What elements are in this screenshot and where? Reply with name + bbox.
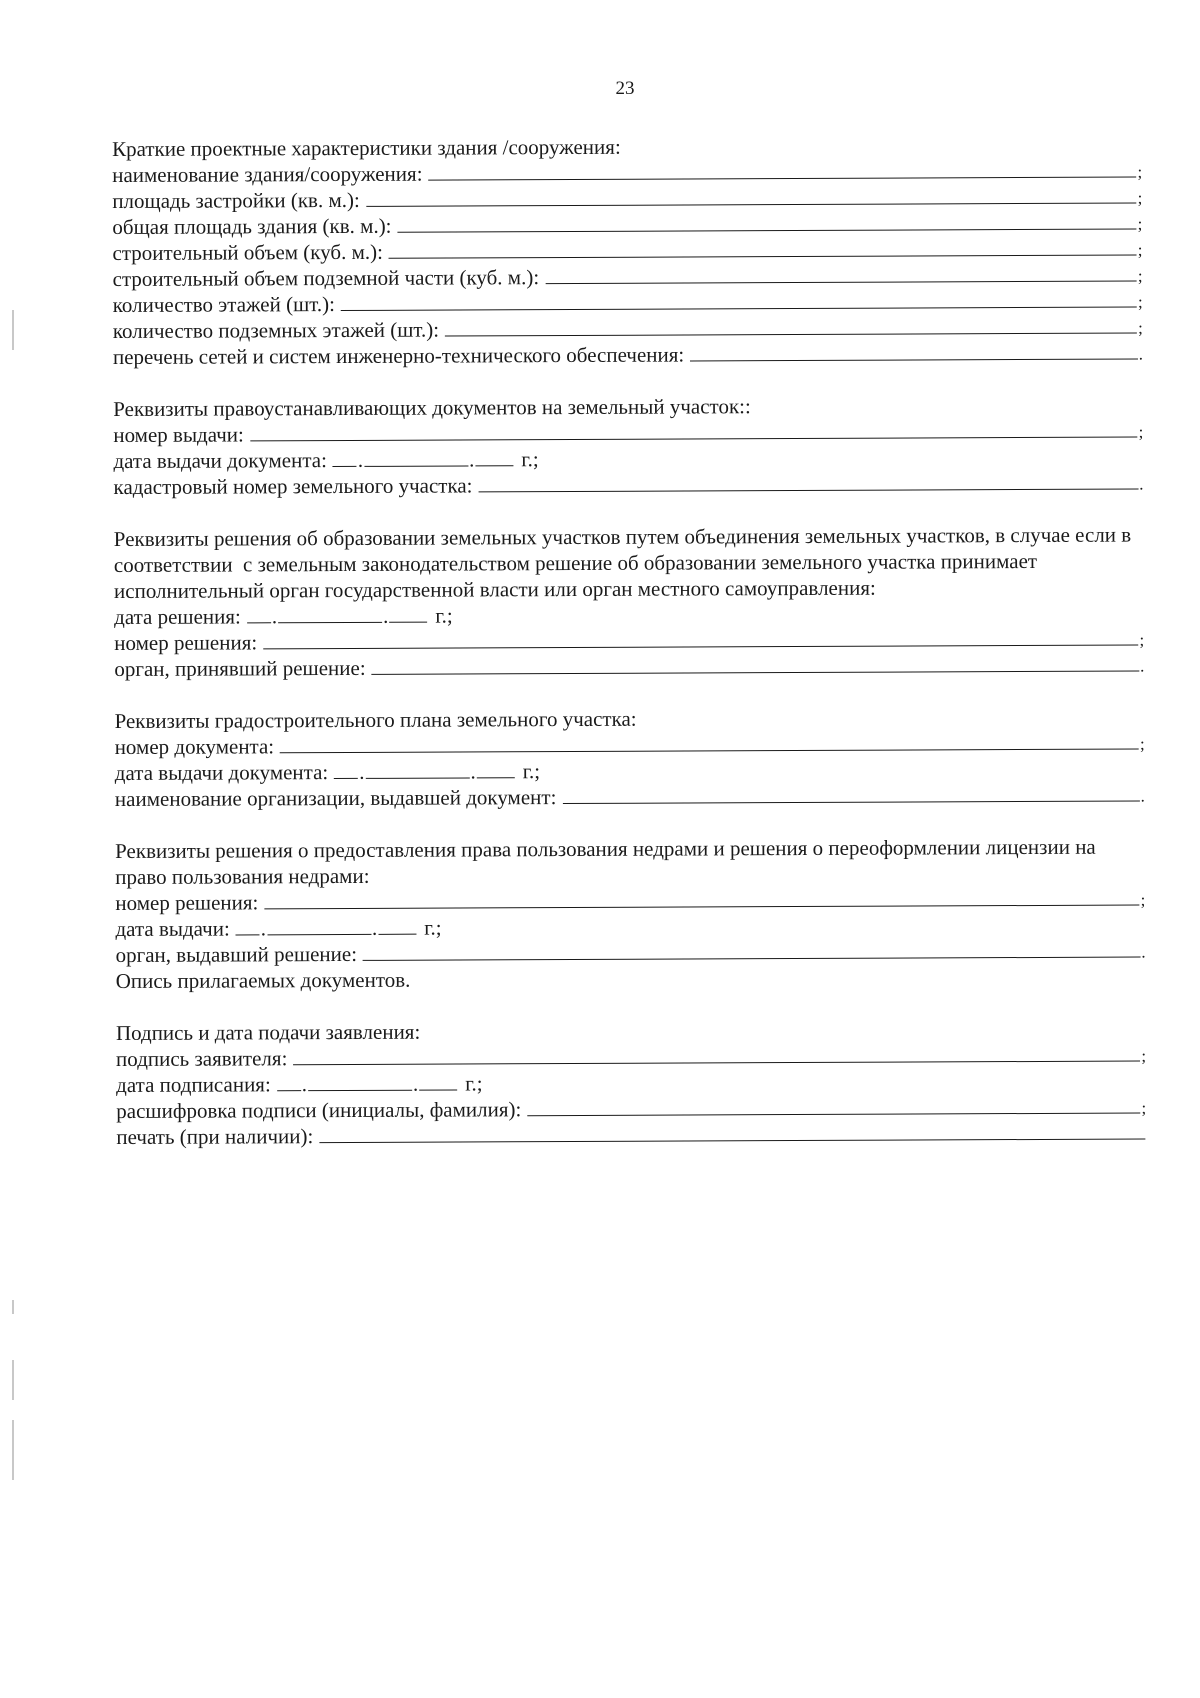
margin-scan-mark bbox=[12, 1420, 14, 1480]
section-building bbox=[112, 132, 1143, 370]
fill-in-line[interactable] bbox=[372, 653, 1140, 675]
date-day-blank[interactable] bbox=[236, 916, 260, 935]
fill-in-line[interactable] bbox=[527, 1095, 1140, 1117]
page-number: 23 bbox=[615, 78, 635, 99]
date-month-blank[interactable] bbox=[308, 1072, 412, 1091]
field-label: дата выдачи: bbox=[115, 916, 230, 941]
field-label: печать (при наличии): bbox=[116, 1124, 314, 1149]
date-day-blank[interactable] bbox=[247, 604, 271, 623]
date-suffix: г.; bbox=[435, 603, 453, 628]
date-month-blank[interactable] bbox=[267, 916, 371, 935]
field-label: расшифровка подписи (инициалы, фамилия): bbox=[116, 1097, 522, 1123]
field-label: перечень сетей и систем инженерно-технического обеспечения: bbox=[112, 342, 685, 369]
line-end-punctuation: . bbox=[1141, 942, 1146, 962]
date-separator: . bbox=[371, 915, 378, 940]
section-urban-plan bbox=[114, 704, 1144, 812]
date-separator: . bbox=[271, 604, 278, 629]
date-year-blank[interactable] bbox=[419, 1072, 457, 1091]
fill-in-line[interactable] bbox=[428, 159, 1136, 181]
field-label: общая площадь здания (кв. м.): bbox=[112, 213, 392, 239]
section-heading: Подпись и дата подачи заявления: bbox=[115, 1019, 421, 1045]
section-heading: Краткие проектные характеристики здания /сооружения: bbox=[112, 134, 621, 161]
field-label: номер документа: bbox=[114, 734, 275, 759]
line-end-punctuation: ; bbox=[1137, 266, 1143, 286]
section-subsoil bbox=[115, 833, 1146, 993]
date-suffix: г.; bbox=[521, 447, 539, 472]
fill-in-line[interactable] bbox=[397, 211, 1136, 233]
field-label: дата решения: bbox=[114, 604, 241, 629]
margin-scan-mark bbox=[12, 1360, 14, 1400]
date-day-blank[interactable] bbox=[277, 1072, 301, 1091]
line-end-punctuation: ; bbox=[1137, 214, 1143, 234]
fill-in-line[interactable] bbox=[293, 1043, 1140, 1066]
date-year-blank[interactable] bbox=[475, 447, 513, 466]
date-day-blank[interactable] bbox=[334, 760, 358, 779]
field-label: строительный объем (куб. м.): bbox=[112, 239, 383, 265]
date-separator: . bbox=[301, 1072, 308, 1097]
date-separator: . bbox=[357, 447, 364, 472]
fill-in-line[interactable] bbox=[341, 289, 1137, 311]
field-label: подпись заявителя: bbox=[115, 1046, 288, 1071]
line-end-punctuation: . bbox=[1140, 656, 1145, 676]
date-separator: . bbox=[412, 1071, 419, 1096]
field-label: номер решения: bbox=[114, 630, 258, 655]
form-content bbox=[112, 132, 1147, 1176]
fill-in-line[interactable] bbox=[545, 263, 1137, 285]
section-heading: Реквизиты градостроительного плана земельного участка: bbox=[114, 706, 637, 733]
field-row bbox=[113, 470, 1143, 500]
field-label: строительный объем подземной части (куб. м.): bbox=[112, 265, 540, 291]
date-month-blank[interactable] bbox=[364, 447, 468, 466]
fill-in-line[interactable] bbox=[690, 341, 1138, 362]
field-label: наименование организации, выдавшей документ: bbox=[114, 785, 557, 811]
line-end-punctuation: ; bbox=[1139, 734, 1145, 754]
fill-in-line[interactable] bbox=[264, 887, 1139, 910]
date-day-blank[interactable] bbox=[333, 448, 357, 467]
date-separator: . bbox=[359, 759, 365, 784]
field-label: дата выдачи документа: bbox=[113, 448, 327, 473]
margin-scan-mark bbox=[12, 1300, 14, 1314]
date-separator: . bbox=[469, 447, 475, 472]
date-suffix: г.; bbox=[424, 915, 442, 940]
line-end-punctuation: ; bbox=[1137, 292, 1143, 312]
field-label: количество этажей (шт.): bbox=[112, 292, 335, 317]
field-row bbox=[116, 1119, 1146, 1149]
field-label: наименование здания/сооружения: bbox=[112, 161, 423, 187]
date-month-blank[interactable] bbox=[365, 759, 469, 778]
field-row bbox=[113, 340, 1143, 370]
date-year-blank[interactable] bbox=[389, 604, 427, 623]
field-label: площадь застройки (кв. м.): bbox=[112, 187, 360, 213]
line-end-punctuation: ; bbox=[1137, 240, 1143, 260]
line-end-punctuation: ; bbox=[1137, 162, 1143, 182]
field-label: орган, выдавший решение: bbox=[115, 941, 358, 967]
attachments-note: Опись прилагаемых документов. bbox=[115, 967, 411, 993]
line-end-punctuation: . bbox=[1140, 786, 1145, 806]
line-end-punctuation: ; bbox=[1140, 890, 1146, 910]
line-end-punctuation: ; bbox=[1141, 1098, 1147, 1118]
fill-in-line[interactable] bbox=[562, 783, 1139, 805]
field-label: дата выдачи документа: bbox=[114, 760, 329, 785]
margin-scan-mark bbox=[12, 310, 14, 350]
date-separator: . bbox=[260, 916, 267, 941]
date-year-blank[interactable] bbox=[378, 916, 416, 935]
fill-in-line[interactable] bbox=[263, 627, 1138, 650]
field-label: орган, принявший решение: bbox=[114, 655, 366, 681]
line-end-punctuation: ; bbox=[1141, 1046, 1147, 1066]
date-separator: . bbox=[470, 759, 476, 784]
field-label: кадастровый номер земельного участка: bbox=[113, 473, 473, 499]
fill-in-line[interactable] bbox=[366, 185, 1137, 207]
fill-in-line[interactable] bbox=[445, 315, 1137, 337]
section-land-rights bbox=[113, 392, 1143, 500]
date-suffix: г.; bbox=[465, 1071, 483, 1096]
fill-in-line[interactable] bbox=[389, 237, 1137, 259]
line-end-punctuation: ; bbox=[1137, 188, 1143, 208]
line-end-punctuation: ; bbox=[1139, 630, 1145, 650]
date-suffix: г.; bbox=[522, 759, 541, 784]
fill-in-line[interactable] bbox=[280, 731, 1139, 754]
line-end-punctuation: . bbox=[1139, 474, 1144, 494]
fill-in-line[interactable] bbox=[478, 471, 1138, 493]
field-label: номер выдачи: bbox=[113, 422, 244, 447]
fill-in-line[interactable] bbox=[363, 939, 1140, 961]
section-heading: Реквизиты правоустанавливающих документов на земельный участок:: bbox=[113, 394, 751, 421]
field-row bbox=[114, 652, 1144, 682]
line-end-punctuation: . bbox=[1138, 344, 1144, 364]
section-heading: Реквизиты решения об образовании земельных участков путем объединения земельных участков, в случае если в соответствии с земельным законодательством решение об образовании земельного участка принимает исполнительный орган государственной власти или орган местного самоуправления: bbox=[113, 522, 1137, 603]
fill-in-line[interactable] bbox=[250, 419, 1138, 442]
date-year-blank[interactable] bbox=[477, 759, 515, 778]
field-label: дата подписания: bbox=[116, 1072, 271, 1097]
line-end-punctuation: ; bbox=[1138, 318, 1143, 338]
date-separator: . bbox=[383, 603, 389, 628]
fill-in-line[interactable] bbox=[319, 1121, 1145, 1144]
field-row bbox=[115, 781, 1145, 811]
section-signature bbox=[116, 1015, 1147, 1149]
section-heading: Реквизиты решения о предоставления права пользования недрами и решения о переоформлении лицензии на право пользования недрами: bbox=[115, 834, 1102, 889]
line-end-punctuation: ; bbox=[1138, 422, 1144, 442]
field-label: количество подземных этажей (шт.): bbox=[112, 317, 440, 343]
date-month-blank[interactable] bbox=[278, 604, 382, 623]
section-land-merge bbox=[114, 522, 1145, 682]
field-label: номер решения: bbox=[115, 890, 259, 915]
